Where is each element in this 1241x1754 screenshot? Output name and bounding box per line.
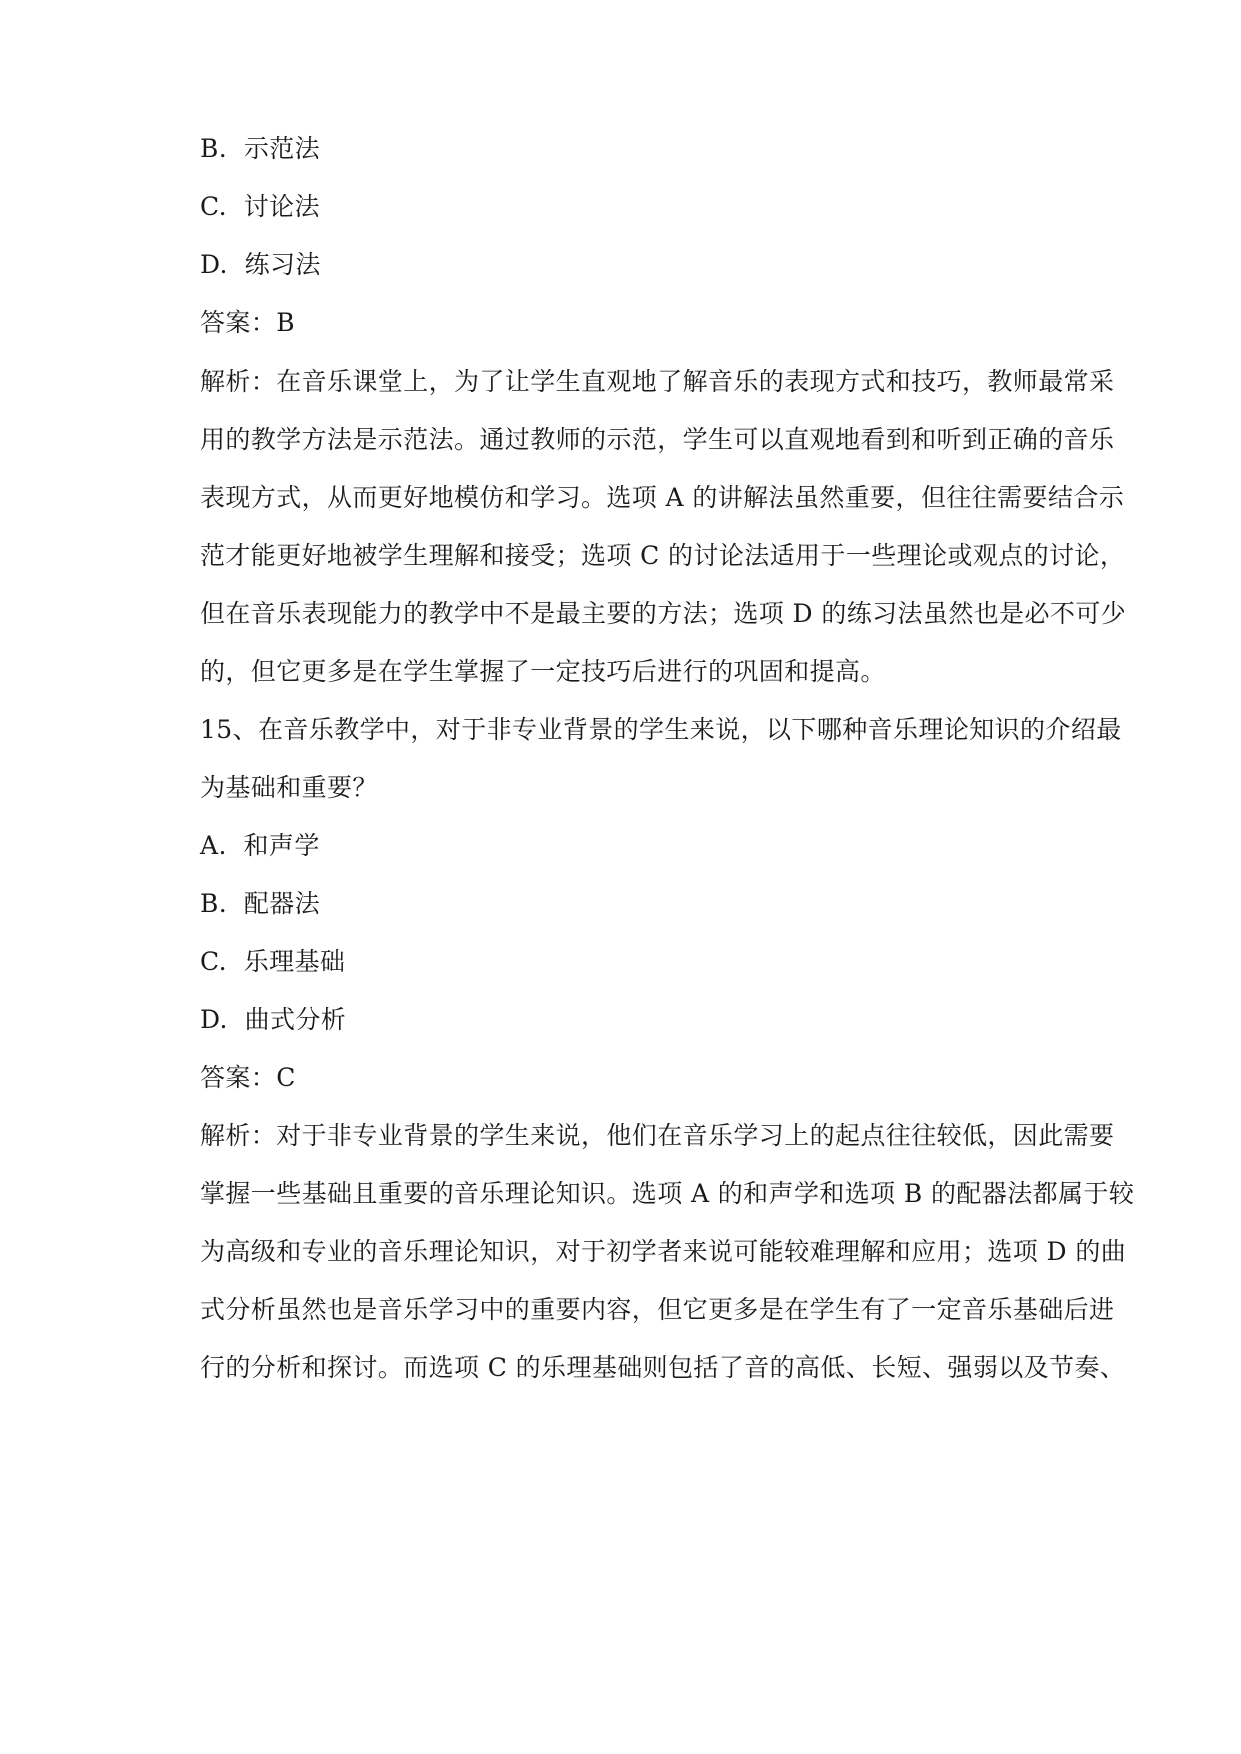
q14-analysis-line: 表现方式，从而更好地模仿和学习。选项 A 的讲解法虽然重要，但往往需要结合示 (200, 483, 1125, 512)
q15-option-b: B. 配器法 (200, 889, 321, 918)
q14-analysis-line: 解析：在音乐课堂上，为了让学生直观地了解音乐的表现方式和技巧，教师最常采 (200, 367, 1115, 396)
q15-answer: 答案：C (200, 1063, 296, 1092)
q15-analysis-line: 解析：对于非专业背景的学生来说，他们在音乐学习上的起点往往较低，因此需要 (200, 1121, 1115, 1150)
q14-option-b: B. 示范法 (200, 134, 321, 163)
q14-option-d: D. 练习法 (200, 250, 321, 279)
q15-option-d: D. 曲式分析 (200, 1005, 347, 1034)
q14-option-c: C. 讨论法 (200, 192, 320, 221)
q15-question-line: 为基础和重要？ (200, 773, 378, 802)
q15-analysis-line: 掌握一些基础且重要的音乐理论知识。选项 A 的和声学和选项 B 的配器法都属于较 (200, 1179, 1135, 1208)
q14-analysis-line: 但在音乐表现能力的教学中不是最主要的方法；选项 D 的练习法虽然也是必不可少 (200, 599, 1127, 628)
q15-option-a: A. 和声学 (200, 831, 320, 860)
q15-analysis-line: 为高级和专业的音乐理论知识，对于初学者来说可能较难理解和应用；选项 D 的曲 (200, 1237, 1127, 1266)
q14-answer: 答案：B (200, 308, 295, 337)
q14-analysis-line: 的，但它更多是在学生掌握了一定技巧后进行的巩固和提高。 (200, 657, 886, 686)
q15-analysis-line: 行的分析和探讨。而选项 C 的乐理基础则包括了音的高低、长短、强弱以及节奏、 (200, 1353, 1126, 1382)
q14-analysis-line: 范才能更好地被学生理解和接受；选项 C 的讨论法适用于一些理论或观点的讨论， (200, 541, 1126, 570)
q15-question-line: 15、在音乐教学中，对于非专业背景的学生来说，以下哪种音乐理论知识的介绍最 (200, 715, 1122, 744)
q15-option-c: C. 乐理基础 (200, 947, 346, 976)
q15-analysis-line: 式分析虽然也是音乐学习中的重要内容，但它更多是在学生有了一定音乐基础后进 (200, 1295, 1115, 1324)
q14-analysis-line: 用的教学方法是示范法。通过教师的示范，学生可以直观地看到和听到正确的音乐 (200, 425, 1115, 454)
